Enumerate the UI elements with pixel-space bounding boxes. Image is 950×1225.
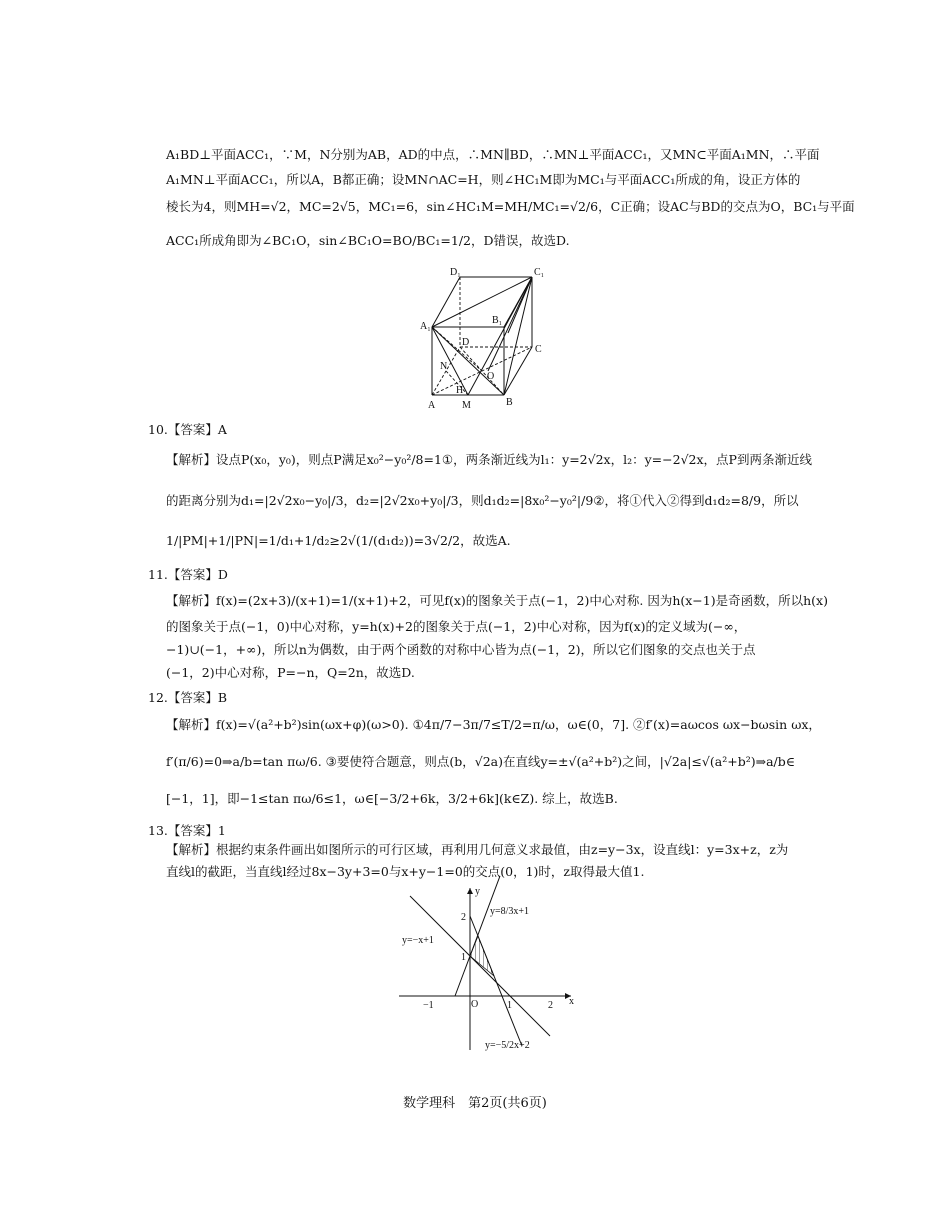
tick-y-2: 2 xyxy=(461,912,466,923)
solution9-line-1: A₁BD⊥平面ACC₁，∵M，N分别为AB，AD的中点，∴MN∥BD，∴MN⊥平面ACC₁，又MN⊂平面A₁MN，∴平面 xyxy=(166,147,820,162)
cube-label-d1: D₁ xyxy=(450,267,461,278)
cube-label-a: A xyxy=(428,400,436,411)
axis-label-y: y xyxy=(475,886,480,897)
q10-line-2: 的距离分别为d₁=|2√2x₀−y₀|/3，d₂=|2√2x₀+y₀|/3，则d₁d₂=|8x₀²−y₀²|/9②，将①代入②得到d₁d₂=8/9，所以 xyxy=(166,493,799,508)
q11-line-4: (−1，2)中心对称，P=−n，Q=2n，故选D. xyxy=(166,665,415,680)
solution9-line-2: A₁MN⊥平面ACC₁，所以A，B都正确；设MN∩AC=H，则∠HC₁M即为MC₁与平面ACC₁所成的角，设正方体的 xyxy=(166,172,801,187)
q12-line-1: 【解析】f(x)=√(a²+b²)sin(ωx+φ)(ω>0). ①4π/7−3π/7≤T/2=π/ω，ω∈(0，7]. ②f′(x)=aωcos ωx−bωsin ωx， xyxy=(166,717,821,732)
cube-label-d: D xyxy=(462,337,470,348)
cube-label-a1: A₁ xyxy=(420,321,431,332)
feasible-region-graph xyxy=(395,884,585,1054)
solution9-line-3: 棱长为4，则MH=√2，MC=2√5，MC₁=6，sin∠HC₁M=MH/MC₁=√2/6，C正确；设AC与BD的交点为O，BC₁与平面 xyxy=(166,199,855,214)
q10-answer: 10.【答案】A xyxy=(148,422,227,437)
page-footer: 数学理科 第2页(共6页) xyxy=(403,1096,547,1111)
q11-line-2: 的图象关于点(−1，0)中心对称，y=h(x)+2的图象关于点(−1，2)中心对称，因为f(x)的定义域为(−∞， xyxy=(166,619,747,634)
tick-x-neg1: −1 xyxy=(423,1000,434,1011)
tick-x-1: 1 xyxy=(507,1000,512,1011)
q13-line-2: 直线l的截距，当直线l经过8x−3y+3=0与x+y−1=0的交点(0，1)时，z取得最大值1. xyxy=(166,864,645,879)
label-line-8-3x-plus-1: y=8/3x+1 xyxy=(490,906,530,917)
cube-label-c: C xyxy=(535,344,542,355)
q12-line-3: [−1，1]，即−1≤tan πω/6≤1，ω∈[−3/2+6k，3/2+6k](k∈Z). 综上，故选B. xyxy=(166,791,618,806)
line-y-eq-neg-5-2x-plus-2 xyxy=(470,916,522,1046)
cube-label-m: M xyxy=(462,400,471,411)
origin-label: O xyxy=(471,999,479,1010)
cube-label-o: O xyxy=(487,371,495,382)
cube-label-c1: C₁ xyxy=(534,267,545,278)
tick-y-1: 1 xyxy=(461,952,466,963)
cube-figure xyxy=(420,265,560,415)
q11-line-1: 【解析】f(x)=(2x+3)/(x+1)=1/(x+1)+2，可见f(x)的图象关于点(−1，2)中心对称. 因为h(x−1)是奇函数，所以h(x) xyxy=(166,593,828,608)
q11-line-3: −1)∪(−1，+∞)，所以n为偶数，由于两个函数的对称中心皆为点(−1，2)，所以它们图象的交点也关于点 xyxy=(166,642,756,657)
q11-answer: 11.【答案】D xyxy=(148,567,228,582)
tick-x-2: 2 xyxy=(548,1000,553,1011)
cube-label-h: H xyxy=(456,385,464,396)
feasible-region xyxy=(470,936,494,976)
q12-line-2: f′(π/6)=0⇒a/b=tan πω/6. ③要使符合题意，则点(b，√2a)在直线y=±√(a²+b²)之间，|√2a|≤√(a²+b²)⇒a/b∈ xyxy=(166,754,795,769)
q13-answer: 13.【答案】1 xyxy=(148,823,226,838)
cube-label-n: N xyxy=(440,361,448,372)
axis-label-x: x xyxy=(569,996,574,1007)
label-line-neg-5-2x-plus-2: y=−5/2x+2 xyxy=(485,1040,530,1051)
cube-label-b: B xyxy=(506,397,513,408)
line-y-eq-neg-x-plus-1 xyxy=(410,896,550,1036)
q13-line-1: 【解析】根据约束条件画出如图所示的可行区域，再利用几何意义求最值，由z=y−3x，设直线l：y=3x+z，z为 xyxy=(166,842,789,857)
q10-line-3: 1/|PM|+1/|PN|=1/d₁+1/d₂≥2√(1/(d₁d₂))=3√2/2，故选A. xyxy=(166,533,511,548)
q12-answer: 12.【答案】B xyxy=(148,690,228,705)
q10-line-1: 【解析】设点P(x₀，y₀)，则点P满足x₀²−y₀²/8=1①，两条渐近线为l₁：y=2√2x，l₂：y=−2√2x，点P到两条渐近线 xyxy=(166,452,812,467)
cube-label-b1: B₁ xyxy=(492,315,503,326)
solution9-line-4: ACC₁所成角即为∠BC₁O，sin∠BC₁O=BO/BC₁=1/2，D错误，故选D. xyxy=(166,233,570,248)
label-line-neg-x-plus-1: y=−x+1 xyxy=(402,935,434,946)
